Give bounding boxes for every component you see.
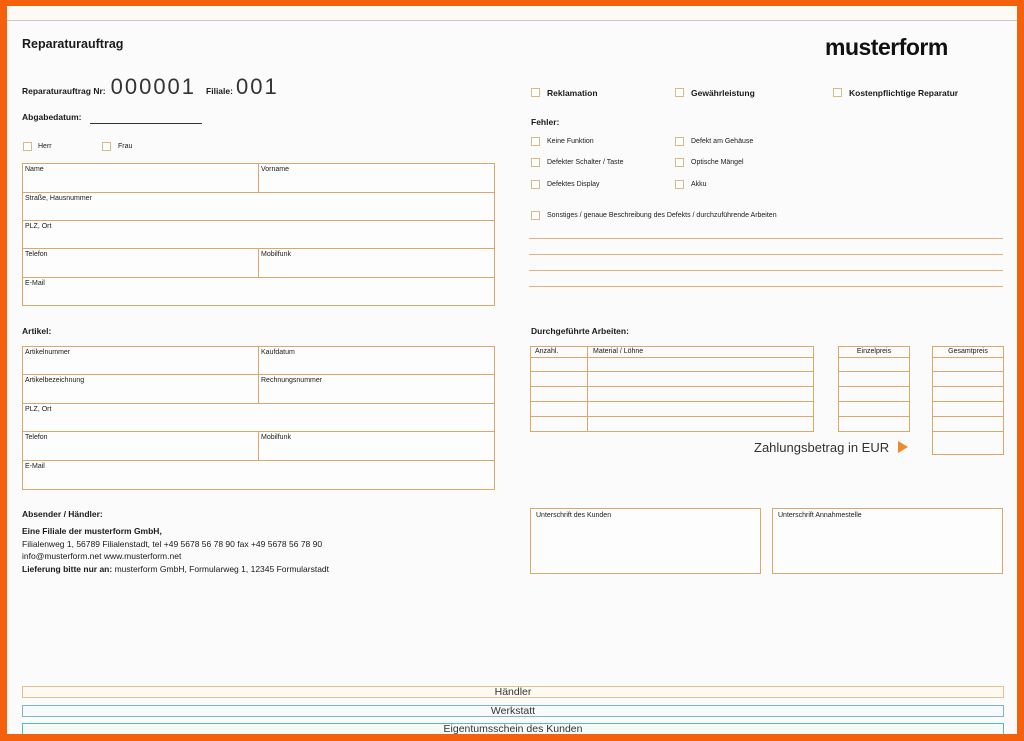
defekt-gehaeuse-checkbox[interactable] [675,137,684,146]
delivery-address: musterform GmbH, Formularweg 1, 12345 Formularstadt [112,563,330,574]
brand-logo: musterform [825,34,948,60]
copy-strip-werkstatt: Werkstatt [22,705,1004,717]
frau-checkbox[interactable] [102,142,111,151]
mobilfunk-label: Mobilfunk [261,251,291,258]
herr-checkbox[interactable] [23,142,32,151]
arbeiten-heading: Durchgeführte Arbeiten: [531,326,629,336]
email-field[interactable] [23,278,494,305]
payment-amount-label: Zahlungsbetrag in EUR [754,440,890,455]
einzelpreis-row-3[interactable] [839,386,909,387]
absender-heading: Absender / Händler: [22,509,103,519]
akku-label: Akku [691,181,707,188]
gesamtpreis-row-3[interactable] [933,386,1003,387]
delivery-line [22,563,329,576]
name-label: Name [25,166,44,173]
acceptance-signature-field[interactable] [772,508,1003,574]
email-label: E-Mail [25,280,45,287]
form-title: Reparaturauftrag [22,37,124,51]
branch-value: 001 [235,74,279,99]
work-row-4[interactable] [531,401,813,402]
anzahl-header: Anzahl. [535,348,559,355]
plz-ort-field[interactable] [23,221,494,249]
artikel-plz-ort-label: PLZ, Ort [25,406,52,413]
drop-off-date-field[interactable] [90,123,202,124]
acceptance-signature-label: Unterschrift Annahmestelle [778,512,862,519]
article-info-table [22,346,495,490]
kostenpflichtig-label: Kostenpflichtige Reparatur [849,88,959,98]
optische-maengel-label: Optische Mängel [691,159,744,166]
artikel-telefon-field[interactable] [23,432,259,461]
work-table [530,346,814,432]
description-line-2[interactable] [529,254,1003,255]
keine-funktion-checkbox[interactable] [531,137,540,146]
work-row-5[interactable] [531,416,813,417]
street-field[interactable] [23,193,494,221]
description-line-1[interactable] [529,238,1003,239]
gesamtpreis-row-2[interactable] [933,371,1003,372]
gesamtpreis-total[interactable] [933,431,1003,432]
description-line-4[interactable] [529,286,1003,287]
customer-info-table [22,163,495,306]
defekt-gehaeuse-label: Defekt am Gehäuse [691,138,754,145]
gewaehrleistung-label: Gewährleistung [691,88,755,98]
kaufdatum-field[interactable] [259,347,494,375]
telefon-field[interactable] [23,249,259,278]
artikel-plz-ort-field[interactable] [23,404,494,432]
einzelpreis-header: Einzelpreis [856,348,892,355]
plz-ort-label: PLZ, Ort [25,223,52,230]
kostenpflichtig-checkbox[interactable] [833,88,842,97]
order-number-value: 000001 [110,74,197,99]
arrow-right-icon [898,441,908,453]
street-label: Straße, Hausnummer [25,195,92,202]
einzelpreis-table [838,346,910,432]
description-line-3[interactable] [529,270,1003,271]
reklamation-label: Reklamation [547,88,598,98]
copy-strip-haendler: Händler [22,686,1004,698]
artikelnummer-label: Artikelnummer [25,349,71,356]
artikel-heading: Artikel: [22,326,52,336]
gesamtpreis-table [932,346,1004,455]
rechnungsnummer-field[interactable] [259,375,494,404]
gesamtpreis-header: Gesamtpreis [948,348,988,355]
defektes-display-checkbox[interactable] [531,180,540,189]
artikel-mobilfunk-field[interactable] [259,432,494,461]
artikel-telefon-label: Telefon [25,434,48,441]
einzelpreis-row-1[interactable] [839,357,909,358]
top-divider [7,20,1017,21]
defektes-display-label: Defektes Display [547,181,600,188]
order-number-label: Reparaturauftrag Nr: [22,86,106,96]
optische-maengel-checkbox[interactable] [675,158,684,167]
gesamtpreis-row-5[interactable] [933,416,1003,417]
sender-company: Eine Filiale der musterform GmbH, [22,526,162,536]
telefon-label: Telefon [25,251,48,258]
work-row-1[interactable] [531,357,813,358]
fehler-heading: Fehler: [531,117,560,127]
drop-off-date-label: Abgabedatum: [22,112,82,122]
sender-address-block [22,525,329,575]
artikelbezeichnung-label: Artikelbezeichnung [25,377,85,384]
name-field[interactable] [23,164,259,193]
customer-signature-field[interactable] [530,508,761,574]
vorname-field[interactable] [259,164,494,193]
delivery-label: Lieferung bitte nur an: [22,563,113,574]
keine-funktion-label: Keine Funktion [547,138,594,145]
top-band [7,6,1017,20]
kaufdatum-label: Kaufdatum [261,349,295,356]
defekter-schalter-label: Defekter Schalter / Taste [547,159,624,166]
rechnungsnummer-label: Rechnungsnummer [261,377,323,384]
mobilfunk-field[interactable] [259,249,494,278]
gesamtpreis-row-1[interactable] [933,357,1003,358]
reklamation-checkbox[interactable] [531,88,540,97]
gesamtpreis-row-4[interactable] [933,401,1003,402]
vorname-label: Vorname [261,166,290,173]
sonstiges-checkbox[interactable] [531,211,540,220]
order-number-row [22,74,279,100]
sonstiges-label: Sonstiges / genaue Beschreibung des Defekts / durchzuführende Arbeiten [547,212,777,219]
frau-label: Frau [118,143,133,150]
work-row-2[interactable] [531,371,813,372]
artikel-mobilfunk-label: Mobilfunk [261,434,291,441]
einzelpreis-row-2[interactable] [839,371,909,372]
branch-label: Filiale: [206,86,233,96]
sender-address: Filialenweg 1, 56789 Filialenstadt, tel +49 5678 56 78 90 fax +49 5678 56 78 90 [22,538,323,549]
sender-web: info@musterform.net www.musterform.net [22,551,182,561]
copy-strip-kunde: Eigentumsschein des Kunden [22,723,1004,734]
work-row-3[interactable] [531,386,813,387]
artikelnummer-field[interactable] [23,347,259,375]
defekter-schalter-checkbox[interactable] [531,158,540,167]
akku-checkbox[interactable] [675,180,684,189]
customer-signature-label: Unterschrift des Kunden [536,512,612,519]
artikel-email-field[interactable] [23,461,494,489]
artikel-email-label: E-Mail [25,463,45,470]
herr-label: Herr [38,143,52,150]
repair-order-form [7,6,1017,734]
gewaehrleistung-checkbox[interactable] [675,88,684,97]
material-header: Material / Löhne [593,348,644,355]
work-table-divider [587,347,588,431]
einzelpreis-row-5[interactable] [839,416,909,417]
einzelpreis-row-4[interactable] [839,401,909,402]
artikelbezeichnung-field[interactable] [23,375,259,404]
